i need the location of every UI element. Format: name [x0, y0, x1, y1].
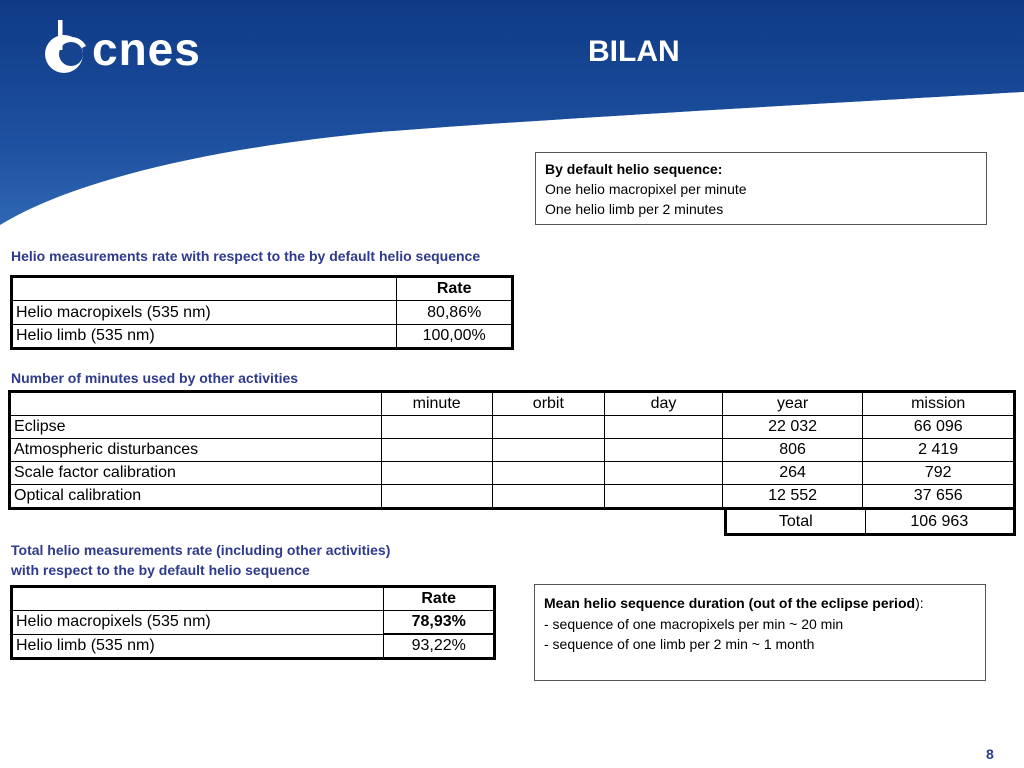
year-value: 806: [722, 439, 863, 462]
mean-duration-note: [534, 584, 986, 681]
mean-note-line-2: - sequence of one limb per 2 min ~ 1 month: [544, 636, 815, 652]
column-header-year: year: [722, 392, 863, 416]
table-row: [12, 611, 495, 635]
year-value: 12 552: [722, 485, 863, 509]
table-row: [12, 301, 513, 325]
table-cell: [492, 485, 605, 509]
table-header-row: [12, 587, 495, 611]
table-header-row: [10, 392, 1015, 416]
row-label: Helio limb (535 nm): [12, 325, 397, 349]
rate-value: 78,93%: [384, 611, 495, 635]
mission-value: 2 419: [863, 439, 1015, 462]
table-cell: [605, 416, 723, 439]
table-cell: [605, 462, 723, 485]
year-value: 22 032: [722, 416, 863, 439]
column-header-mission: mission: [863, 392, 1015, 416]
default-note-heading: By default helio sequence:: [545, 161, 723, 177]
mean-note-line-1: - sequence of one macropixels per min ~ 20 min: [544, 616, 844, 632]
mission-value: 66 096: [863, 416, 1015, 439]
table-cell: [605, 439, 723, 462]
row-label: Scale factor calibration: [10, 462, 382, 485]
heading-line-1: Total helio measurements rate (including other activities): [11, 542, 391, 558]
total-row: [726, 510, 1015, 535]
table-cell: [381, 439, 492, 462]
table-cell: [605, 485, 723, 509]
row-label: Optical calibration: [10, 485, 382, 509]
table-row: [12, 325, 513, 349]
total-label: Total: [726, 510, 866, 535]
table-row: [10, 462, 1015, 485]
row-label: Helio macropixels (535 nm): [12, 611, 384, 635]
table-cell: [492, 439, 605, 462]
row-label: Helio macropixels (535 nm): [12, 301, 397, 325]
row-label: Helio limb (535 nm): [12, 634, 384, 659]
table-row: [10, 439, 1015, 462]
logo-text: cnes: [92, 23, 201, 75]
column-header-day: day: [605, 392, 723, 416]
activities-minutes-table: [8, 390, 1016, 510]
table-cell: [12, 587, 384, 611]
rate-value: 93,22%: [384, 634, 495, 659]
table-cell: [492, 462, 605, 485]
page-number: 8: [986, 746, 994, 762]
mean-note-heading-text: Mean helio sequence duration (out of the eclipse period: [544, 595, 916, 611]
year-value: 264: [722, 462, 863, 485]
column-header-rate: Rate: [384, 587, 495, 611]
rate-value: 100,00%: [397, 325, 513, 349]
table-row: [10, 485, 1015, 509]
heading-line-2: with respect to the by default helio sequence: [11, 562, 310, 578]
total-minutes-table: [724, 509, 1016, 536]
default-sequence-note: [535, 152, 987, 225]
column-header-rate: Rate: [397, 277, 513, 301]
column-header-orbit: orbit: [492, 392, 605, 416]
table-cell: [12, 277, 397, 301]
helio-rate-table: [10, 275, 514, 350]
total-helio-rate-table: [10, 585, 496, 660]
row-label: Atmospheric disturbances: [10, 439, 382, 462]
table-cell: [381, 485, 492, 509]
table-row: [12, 634, 495, 659]
rate-value: 80,86%: [397, 301, 513, 325]
section-heading-rate: Helio measurements rate with respect to the by default helio sequence: [11, 248, 481, 264]
default-note-line-2: One helio limb per 2 minutes: [545, 201, 724, 217]
mean-note-heading: [544, 592, 976, 614]
mission-value: 792: [863, 462, 1015, 485]
section-heading-minutes: Number of minutes used by other activities: [11, 370, 299, 386]
default-note-line-1: One helio macropixel per minute: [545, 181, 747, 197]
mean-note-heading-suffix: ):: [915, 595, 924, 611]
table-row: [10, 416, 1015, 439]
mission-value: 37 656: [863, 485, 1015, 509]
table-header-row: [12, 277, 513, 301]
page-title: BILAN: [588, 35, 680, 68]
column-header-minute: minute: [381, 392, 492, 416]
table-cell: [381, 462, 492, 485]
row-label: Eclipse: [10, 416, 382, 439]
table-cell: [10, 392, 382, 416]
total-value: 106 963: [865, 510, 1014, 535]
table-cell: [381, 416, 492, 439]
table-cell: [492, 416, 605, 439]
section-heading-total-rate: [11, 540, 390, 580]
